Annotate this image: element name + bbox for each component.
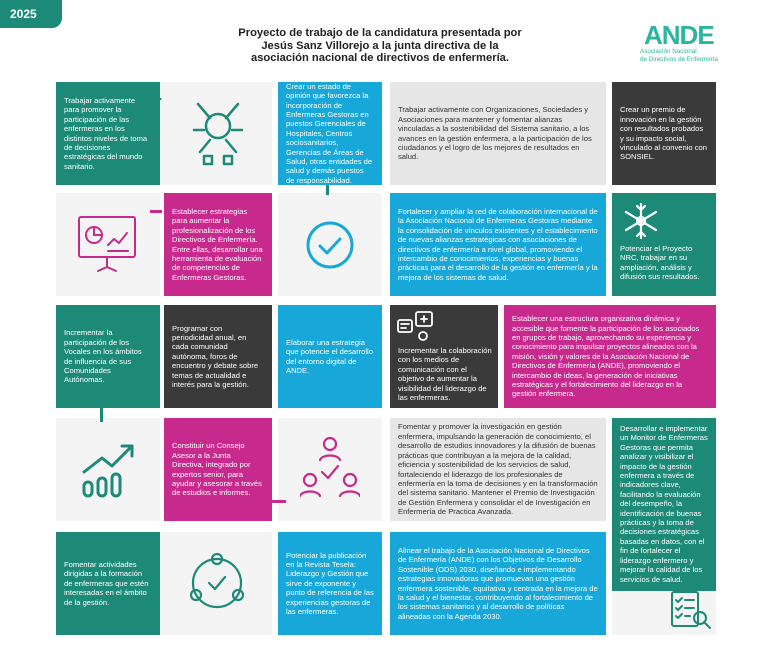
goal-card <box>56 305 160 408</box>
goal-card <box>390 418 606 521</box>
goal-text: Establecer una estructura organizativa dinámica y accesible que fomente la participación de los asociados en grupos de trabajo, aprovechando su experiencia y conocimiento para impulsar proyectos alineados con la misión, visión y valores de la Asociación Nacional de Directivos de Enfermería (ANDE), promoviendo el intercambio de ideas, la generación de iniciativas estratégicas y el fortalecimiento del liderazgo en la gestión enfermera. <box>512 314 700 399</box>
team-check-icon <box>300 434 360 500</box>
social-media-icon <box>396 310 436 342</box>
goal-text: Fortalecer y ampliar la red de colaboración internacional de la Asociación Nacional de Enfermeras Gestoras mediante la consolidación de vínculos existentes y el establecimiento de nuevas alianzas estratégicas con asociaciones de directivos de enfermería a nivel global, promoviendo el intercambio de conocimientos, experiencias y buenas prácticas para el desarrollo de la gestión en enfermería y la mejora de los sistemas de salud. <box>398 206 598 282</box>
goal-card <box>56 532 160 635</box>
logo-subtitle <box>640 48 730 63</box>
cycle-people-icon <box>184 548 250 618</box>
goal-text: Constituir un Consejo Asesor a la Junta Directiva, integrado por expertos senior, para ayudar y asesorar a través de estudios e informes. <box>172 441 262 498</box>
page-title <box>210 27 550 65</box>
connector-line <box>326 185 329 195</box>
goal-card <box>164 418 272 521</box>
goal-text: Fomentar actividades dirigidas a la formación de enfermeras que estén interesadas en el ámbito de la gestión. <box>64 559 149 607</box>
goal-card <box>612 418 716 591</box>
connector-line <box>272 500 286 503</box>
goal-text: Elaborar una estrategia que potencie el desarrollo del entorno digital de ANDE. <box>286 337 373 375</box>
goal-text: Crear un premio de innovación en la gestión con resultados probados y su impacto social, vinculado al convenio con SONSIEL. <box>620 105 707 162</box>
goal-text: Trabajar activamente para promover la participación de las enfermeras en los distintos niveles de toma de decisiones estratégicas del mundo sanitario. <box>64 95 148 171</box>
checklist-search-icon <box>668 590 714 632</box>
logo-subtitle-line-1: Asociación Nacional <box>640 48 697 55</box>
goal-text: Potenciar el Proyecto NRC, trabajar en su ampliación, análisis y difusión sus resultados. <box>620 244 700 282</box>
goal-text: Fomentar y promover la investigación en gestión enfermera, impulsando la generación de conocimiento, el desarrollo de estudios innovadores y la difusión de buenas prácticas que contribuyan a la mejora de la calidad, eficiencia y sostenibilidad de los servicios de salud, fortaleciendo el liderazgo de los profesionales de enfermería en la toma de decisiones y en la transformación del sistema sanitario. Mantener el Premio de Investigación de Gestión Enfermera y consolidar el de Investigación en Enfermería de Practica Avanzada. <box>398 422 598 517</box>
check-circle-icon <box>303 218 357 272</box>
title-line-3: asociación nacional de directivos de enfermería. <box>250 52 510 64</box>
goal-card <box>56 82 160 185</box>
goal-card <box>504 305 716 408</box>
snowflake-network-icon <box>620 200 662 242</box>
goal-card <box>164 193 272 296</box>
goal-card <box>390 532 606 635</box>
goal-text: Alinear el trabajo de la Asociación Nacional de Directivos de Enfermería (ANDE) con los Objetivos de Desarrollo Sostenible (ODS) 2030, diseñando e implementando estrategias innovadoras que promuevan una gestión enfermera sostenible, equitativa y centrada en la mejora de la salud y el bienestar, contribuyendo al fortalecimiento de los sistemas sanitarios y al desarrollo de políticas alineadas con la Agenda 2030. <box>398 545 598 621</box>
connector-line <box>100 408 103 422</box>
goal-card <box>278 532 382 635</box>
goal-card <box>390 82 606 185</box>
goal-text: Establecer estrategias para aumentar la profesionalización de los Directivos de Enfermería. Entre ellas, desarrollar una herramienta de evaluación de competencias de Enfermeras Gestoras. <box>172 206 263 282</box>
goal-text: Crear un estado de opinión que favorezca la incorporación de Enfermeras Gestoras en puestos Gerenciales de Hospitales, Centros sociosanitarios, Gerencias de Áreas de Salud, otras entidades de salud y demás puestos de responsabilidad. <box>286 81 373 185</box>
year-badge: 2025 <box>0 0 62 28</box>
goal-text: Desarrollar e implementar un Monitor de Enfermeras Gestoras que permita analizar y visibilizar el impacto de la gestión enfermera a través de indicadores clave, facilitando la evaluación del desempeño, la identificación de buenas prácticas y la toma de decisiones estratégicas basadas en datos, con el fin de fortalecer el liderazgo enfermero y mejorar la calidad de los servicios de salud. <box>620 424 708 584</box>
goal-text: Potenciar la publicación en la Revista Tesela: Liderazgo y Gestión que sirve de exponente y punto de referencia de las experiencias gestoras de las enfermeras. <box>286 550 374 617</box>
goal-text: Trabajar activamente con Organizaciones, Sociedades y Asociaciones para mantener y fomentar alianzas vinculadas a la sostenibilidad del Sistema sanitario, a los avances en la gestión enfermera, a la participación de los ciudadanos y el logro de los mejores de resultados en salud. <box>398 105 592 162</box>
growth-chart-icon <box>76 436 140 502</box>
hands-together-icon <box>190 96 246 168</box>
goal-text: Incrementar la participación de los Vocales en los ámbitos de influencia de sus Comunidades Autónomas. <box>64 328 142 385</box>
goal-card <box>164 305 272 408</box>
goal-text: Incrementar la colaboración con los medios de comunicación con el objetivo de aumentar la visibilidad del liderazgo de las enfermeras. <box>398 346 492 403</box>
connector-line <box>150 210 162 213</box>
goal-card <box>278 305 382 408</box>
title-line-2: Jesús Sanz Villorejo a la junta directiva de la <box>261 39 499 52</box>
title-line-1: Proyecto de trabajo de la candidatura presentada por <box>238 27 522 39</box>
goal-text: Programar con periodicidad anual, en cada comunidad autónoma, foros de encuentro y debate sobre temas de actualidad e interés para la gestión. <box>172 323 259 390</box>
logo-subtitle-line-2: de Directivos de Enfermería <box>640 55 719 63</box>
connector-arrow <box>150 90 162 108</box>
ande-logo: ANDE <box>644 20 714 50</box>
presentation-chart-icon <box>74 211 140 277</box>
goal-card <box>612 82 716 185</box>
goal-card <box>278 82 382 185</box>
goal-card <box>390 193 606 296</box>
